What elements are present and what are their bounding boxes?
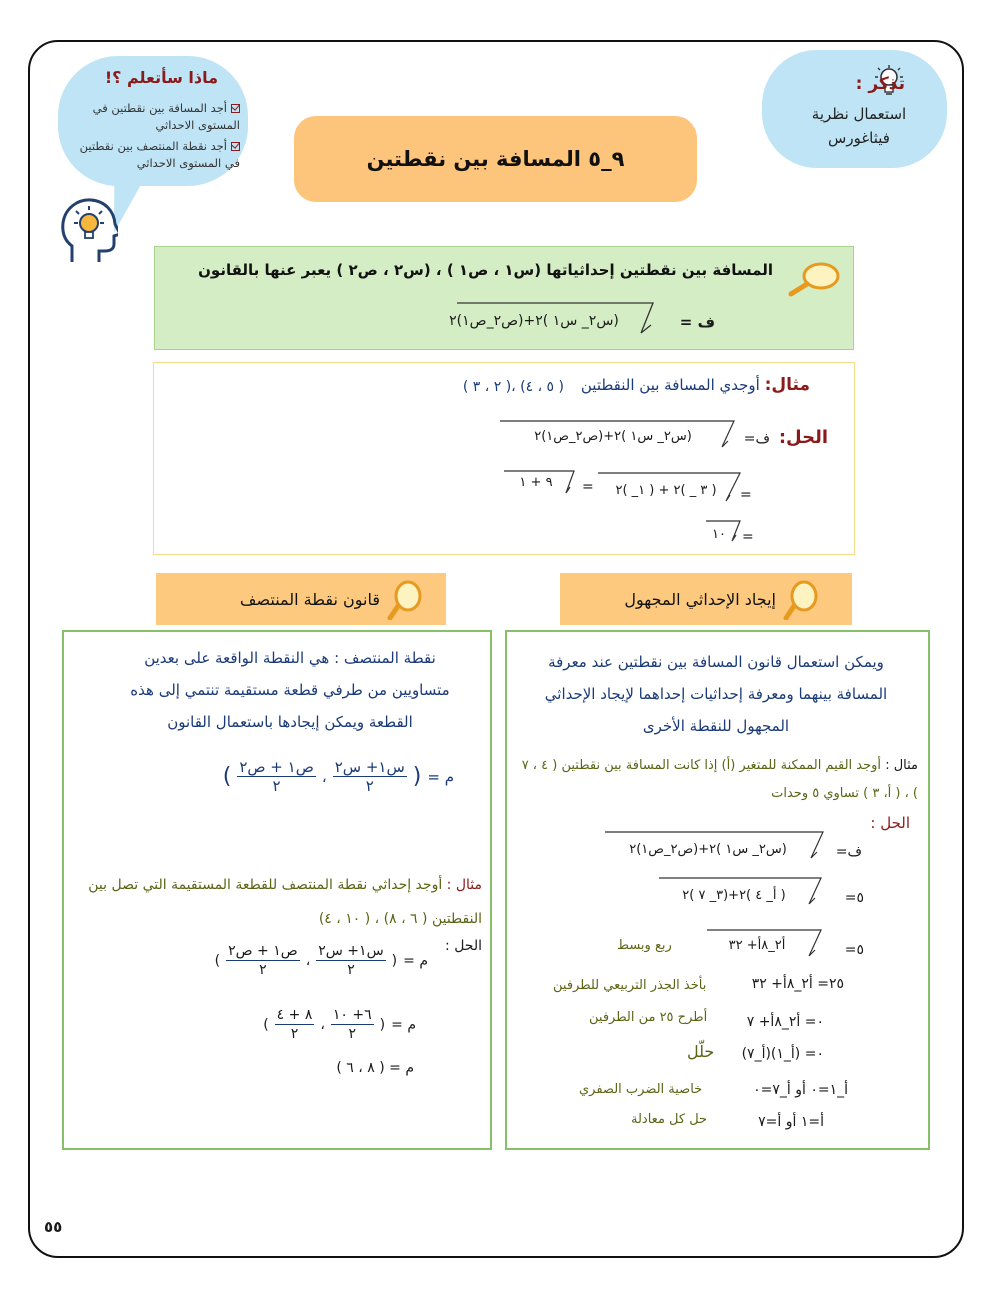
checkbox-icon: [231, 142, 240, 151]
unknown-step5: ٠= أ٢_٨أ+ ٧: [746, 1014, 824, 1030]
sol-line3-lhs: =: [742, 529, 754, 545]
unknown-example: مثال : أوجد القيم الممكنة للمتغير (أ) إذا كانت المسافة بين نقطتين ( ٤ ، ٧ ) ، ( أ، ٣ ) تساوي ٥ وحدات: [521, 758, 918, 801]
unknown-step3-note: ربع وبسط: [617, 938, 672, 953]
distance-rule-box: [154, 246, 854, 350]
checkbox-icon: [231, 104, 240, 113]
rule-text: المسافة بين نقطتين إحداثياتها (س١ ، ص١ ) ، (س٢ ، ص٢ ) يعبر عنها بالقانون: [198, 261, 773, 279]
example-line: مثال: أوجدي المسافة بين النقطتين: [580, 375, 810, 395]
unknown-step7-note: خاصية الضرب الصفري: [579, 1082, 703, 1097]
unknown-panel: [505, 630, 930, 1150]
sol-line2-mid: =: [582, 479, 594, 495]
midpoint-example: مثال : أوجد إحداثي نقطة المنتصف للقطعة المستقيمة التي تصل بين النقطتين ( ٦ ، ٨) ، ( ١٠ ، ٤): [88, 877, 482, 927]
sol-line1-lhs: ف=: [743, 431, 770, 447]
sol-line2-lhs: =: [740, 487, 752, 503]
unknown-step1-lhs: ف=: [835, 844, 862, 860]
remember-title: تذكر :: [855, 74, 905, 94]
unknown-step8-note: حل كل معادلة: [631, 1112, 708, 1127]
unknown-step3-formula: أ٢_٨أ+ ٣٢: [728, 938, 786, 953]
unknown-step2-formula: ( أ_ ٤ )٢+(٣_ ٧ )٢: [682, 888, 786, 903]
unknown-intro: ويمكن استعمال قانون المسافة بين نقطتين عند معرفة المسافة بينهما ومعرفة إحداثيات إحداهما لإيجاد الإحداثي المجهول للنقطة الأخرى: [544, 653, 888, 735]
head-idea-icon: [60, 196, 118, 266]
unknown-step4-note: بأخذ الجذر التربيعي للطرفين: [553, 978, 707, 993]
magnifier-icon: [787, 261, 841, 297]
rule-formula: (س٢_ س١ )٢+(ص٢_ص١)٢: [449, 313, 619, 329]
unknown-step6: ٠= (أ_١)(أ_٧): [741, 1046, 824, 1062]
midpoint-solution-label: الحل :: [445, 938, 482, 954]
sol-line1-formula: (س٢_ س١ )٢+(ص٢_ص١)٢: [534, 429, 692, 444]
unknown-step4: ٢٥= أ٢_٨أ+ ٣٢: [751, 976, 844, 992]
sol-line2-simplified: ٩ + ١: [519, 475, 553, 490]
sol-line3-result: ١٠: [712, 527, 726, 542]
example-points: ( ٥ ، ٤) ،( ٢ ، ٣ ): [462, 379, 564, 395]
remember-text: استعمال نظرية فيثاغورس: [811, 105, 907, 147]
midpoint-step2: م = ( $\frac{٦+ ١٠}{٢}$ ، $\frac{٨ + ٤}{٢}$ ): [263, 1007, 416, 1042]
rule-lhs: ف =: [679, 313, 715, 331]
lesson-title: ٩_٥ المسافة بين نقطتين: [294, 116, 697, 202]
midpoint-header: قانون نقطة المنتصف: [156, 573, 446, 625]
magnifier-icon: [386, 578, 426, 620]
midpoint-panel: [62, 630, 492, 1150]
page-number: ٥٥: [44, 1218, 63, 1236]
unknown-step2-lhs: ٥=: [844, 890, 864, 906]
unknown-step3-lhs: ٥=: [844, 942, 864, 958]
midpoint-formula: م = ( $\frac{\text{س١+ س٢}}{٢}$ ، $\frac{\text{ص١ + ص٢}}{٢}$ ): [222, 758, 454, 795]
learn-item-1: أجد المسافة بين نقطتين في المستوى الاحداثي: [92, 101, 240, 132]
example-box: [153, 362, 855, 555]
unknown-step5-note: أطرح ٢٥ من الطرفين: [589, 1010, 708, 1025]
unknown-step7: أ_١=٠ أو أ_٧=٠: [753, 1082, 848, 1098]
solution-label: الحل:: [778, 427, 828, 448]
learn-item-2: أجد نقطة المنتصف بين نقطتين في المستوى الاحداثي: [79, 139, 240, 170]
sol-line2-formula: ( ٣ _ )٢ + ( ١_ )٢: [615, 483, 717, 498]
learn-bubble: [58, 56, 248, 186]
unknown-step6-note: حلّل: [687, 1042, 715, 1061]
remember-bubble: [762, 50, 947, 168]
learn-title: ماذا سأتعلم ؟!: [104, 68, 218, 87]
magnifier-icon: [782, 578, 822, 620]
midpoint-step1: م = ( $\frac{\text{س١+ س٢}}{٢}$ ، $\frac{\text{ص١ + ص٢}}{٢}$ ): [214, 943, 428, 978]
midpoint-intro: نقطة المنتصف : هي النقطة الواقعة على بعدين متساويين من طرفي قطعة مستقيمة تنتمي إلى هذه القطعة ويمكن إيجادها باستعمال القانون: [130, 649, 450, 731]
unknown-solution-label: الحل :: [870, 814, 910, 832]
unknown-header: إيجاد الإحداثي المجهول: [560, 573, 852, 625]
unknown-step8: أ=١ أو أ=٧: [758, 1114, 824, 1130]
midpoint-answer: م = ( ٨ ، ٦ ): [336, 1060, 414, 1076]
unknown-step1-formula: (س٢_ س١ )٢+(ص٢_ص١)٢: [629, 842, 787, 857]
